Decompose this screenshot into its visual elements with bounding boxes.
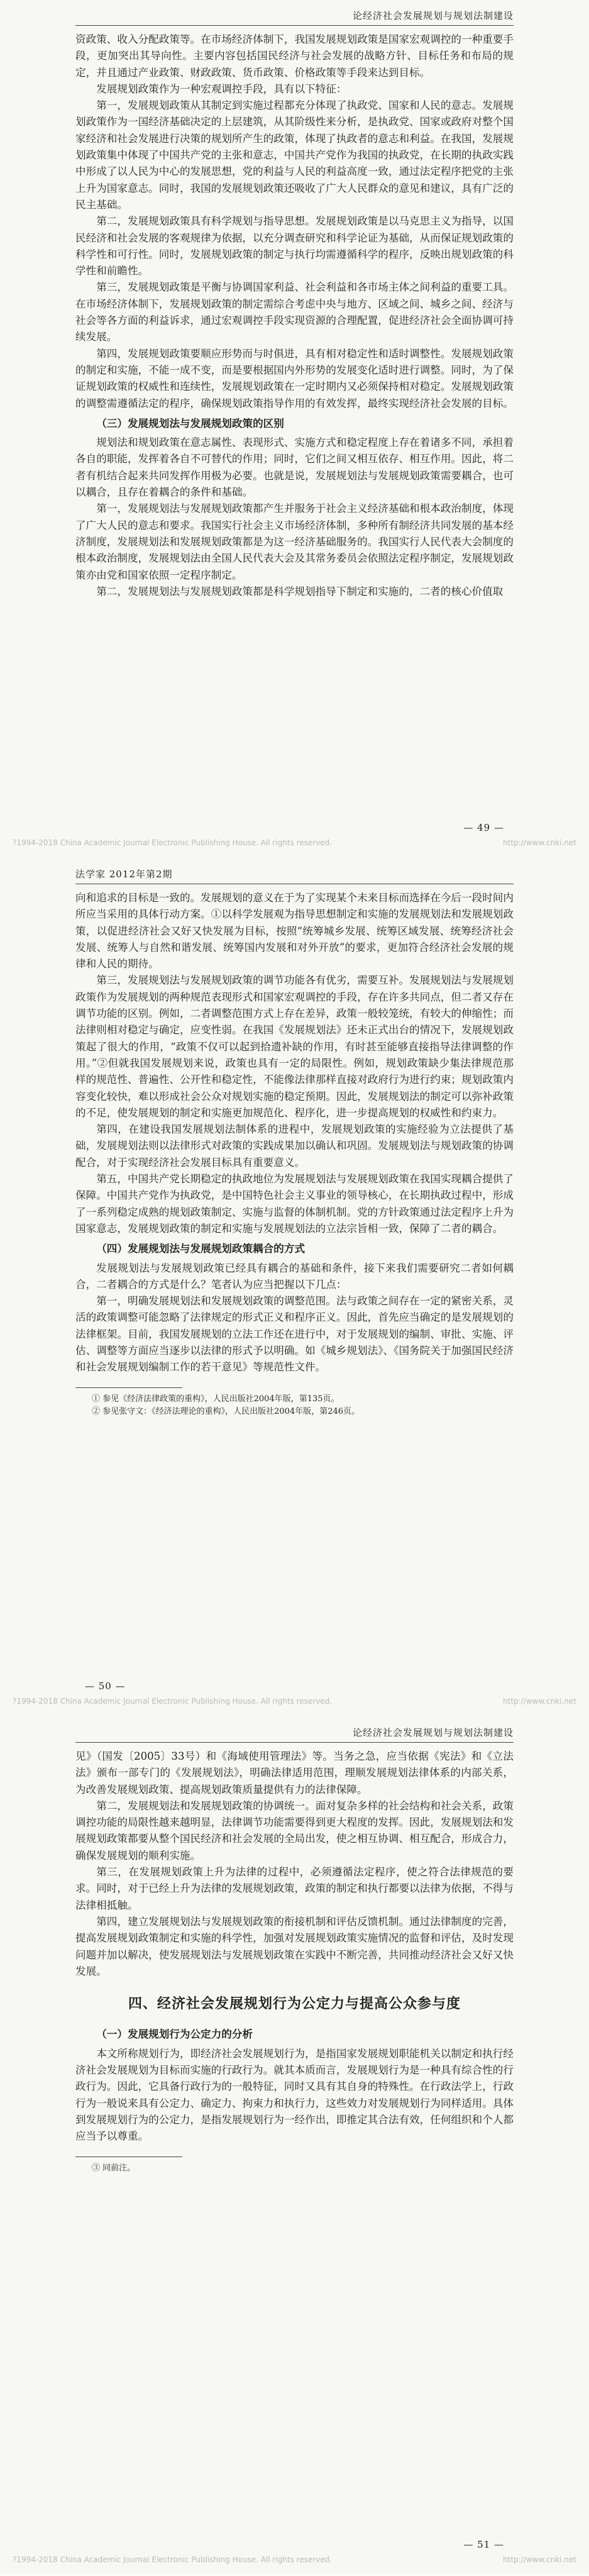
paragraph: 第二，发展规划政策具有科学规划与指导思想。发展规划政策是以马克思主义为指导，以国民经济和社会发展的客观规律为依据，以充分调查研究和科学论证为基础，从而保证规划政策的科学性和可行性。同时，发展规划政策的制定与执行均需遵循科学的程序，反映出规划政策的科学性和前瞻性。 — [75, 215, 514, 277]
page-body — [75, 31, 514, 600]
cnki-link[interactable]: http://www.cnki.net — [503, 2555, 576, 2564]
page-number: — 51 — — [463, 2539, 504, 2550]
paragraph: 第一，发展规划法与发展规划政策都产生并服务于社会主义经济基础和根本政治制度，体现了广大人民的意志和要求。我国实行社会主义市场经济体制，多种所有制经济共同发展的基本经济制度，发展规划法和发展规划政策都是为这一经济基础服务的。我国实行人民代表大会制度的根本政治制度，发展规划法由全国人民代表大会及其常务委员会依照法定程序制定，发展规划政策亦由党和国家依照一定程序制定。 — [75, 502, 514, 581]
journal-page-51 — [0, 1717, 589, 2575]
footnote-rule — [75, 1387, 182, 1388]
running-header: 论经济社会发展规划与规划法制建设 — [352, 1727, 514, 1738]
paragraph: 规划法和规划政策在意志属性、表现形式、实施方式和稳定程度上存在着诸多不同，承担着各自的职能，发挥着各自不可替代的作用；同时，它们之间又相互依存、相互作用。因此，将二者有机结合起来共同发挥作用极为必要。也就是说，发展规划法与发展规划政策需要耦合，也可以耦合，且存在着耦合的条件和基础。 — [75, 436, 514, 499]
paragraph: 第二，发展规划法与发展规划政策都是科学规划指导下制定和实施的，二者的核心价值取 — [96, 585, 504, 597]
paragraph: 发展规划政策作为一种宏观调控手段，具有以下特征： — [96, 82, 347, 95]
paragraph: 发展规划法与发展规划政策已经具有耦合的基础和条件，接下来我们需要研究二者如何耦合，二者耦合的方式是什么？笔者认为应当把握以下几点： — [75, 1262, 514, 1291]
subsection-heading: （三）发展规划法与发展规划政策的区别 — [96, 417, 284, 430]
footnote: ③ 同前注。 — [92, 2163, 136, 2173]
paragraph: 向和追求的目标是一致的。发展规划的意义在于为了实现某个未来目标而选择在今后一段时间内所应当采用的具体行动方案。①以科学发展观为指导思想制定和实施的发展规划法和发展规划政策，以促进经济社会又好又快发展为目标，按照“统筹城乡发展、统筹区域发展、统筹经济社会发展、统筹人与自然和谐发展、统筹国内发展和对外开放”的要求，更加符合经济社会发展的规律和人民的期待。 — [75, 892, 514, 970]
journal-page-50 — [0, 858, 589, 1717]
paragraph: 第四，发展规划政策要顺应形势而与时俱进，具有相对稳定性和适时调整性。发展规划政策的制定和实施，不能一成不变，而是要根据国内外形势的发展变化适时进行调整。同时，为了保证规划政策的权威性和连续性，发展规划政策在一定时期内又必须保持相对稳定。发展规划政策的调整需遵循法定的程序，确保规划政策指导作用的有效发挥，最终实现经济社会发展的目标。 — [75, 347, 514, 409]
footnote: ① 参见《经济法律政策的重构》，人民出版社2004年版，第135页。 — [92, 1394, 339, 1404]
page-number: — 50 — — [85, 1680, 126, 1692]
section-heading: 四、经济社会发展规划行为公定力与提高公众参与度 — [128, 1996, 461, 2012]
paragraph: 见》（国发〔2005〕33号）和《海域使用管理法》等。当务之急，应当依据《宪法》和《立法法》颁布一部专门的《发展规划法》，明确法律适用范围，理顺发展规划法律体系的内部关系，为改善发展规划政策、提高规划政策质量提供有力的法律保障。 — [75, 1750, 514, 1796]
running-header: 法学家 2012年第2期 — [75, 869, 173, 880]
cnki-link[interactable]: http://www.cnki.net — [503, 838, 576, 847]
paragraph: 资政策、收入分配政策等。在市场经济体制下，我国发展规划政策是国家宏观调控的一种重要手段，更加突出其导向性。主要内容包括国民经济与社会发展的战略方针、目标任务和布局的规定，并且通过产业政策、财政政策、货币政策、价格政策等手段来达到目标。 — [75, 33, 514, 79]
paragraph: 第一，明确发展规划法和发展规划政策的调整范围。法与政策之间存在一定的紧密关系，灵活的政策调整可能忽略了法律规定的形式正义和程序正义。因此，首先应当确定的是发展规划的法律框架。目前，我国发展规划的立法工作还在进行中，对于发展规划的编制、审批、实施、评估、调整等方面应当逐步以法律的形式予以明确。如《城乡规划法》、《国务院关于加强国民经济和社会发展规划编制工作的若干意见》等规范性文件。 — [75, 1295, 514, 1374]
copyright-footer: ?1994-2018 China Academic Journal Electronic Publishing House. All rights reserved. http://www.cnki.net — [13, 2555, 576, 2564]
paragraph: 第四，建立发展规划法与发展规划政策的衔接机制和评估反馈机制。通过法律制度的完善，提高发展规划政策制定和实施的科学性，加强对发展规划政策实施情况的监督和评估，及时发现问题并加以解决，使发展规划法与发展规划政策在实践中不断完善，共同推动经济社会又好又快发展。 — [75, 1915, 514, 1977]
paragraph: 第二，发展规划法和发展规划政策的协调统一。面对复杂多样的社会结构和社会关系，政策调控功能的局限性越来越明显，法律调节功能需要得到更大程度的发挥。因此，发展规划法和发展规划政策都要从整个国民经济和社会发展的全局出发，使之相互协调、相互配合，形成合力，确保发展规划的顺利实施。 — [75, 1799, 514, 1862]
journal-page-49 — [0, 0, 589, 858]
subsection-heading: （一）发展规划行为公定力的分析 — [96, 2028, 253, 2041]
running-header: 论经济社会发展规划与规划法制建设 — [352, 10, 514, 21]
page-body — [75, 890, 514, 1418]
paragraph: 第五，中国共产党长期稳定的执政地位为发展规划法与发展规划政策在我国实现耦合提供了保障。中国共产党作为执政党，是中国特色社会主义事业的领导核心，在长期执政过程中，形成了一系列稳定成熟的规划政策制定、实施与监督的体制机制。党的方针政策通过法定程序上升为国家意志，发展规划政策的制定和实施与发展规划法的立法宗旨相一致，保障了二者的耦合。 — [75, 1173, 514, 1235]
paragraph: 第三，发展规划法与发展规划政策的调节功能各有优劣，需要互补。发展规划法与发展规划政策作为发展规划的两种规范表现形式和国家宏观调控的手段，存在许多共同点，但二者又存在调节功能的区别。例如，二者调整范围方式上存在差异，政策一般较笼统，有较大的伸缩性；而法律则相对稳定与确定，应变性弱。在我国《发展规划法》还未正式出台的情况下，发展规划政策起了很大的作用，“政策不仅可以起到拾遗补缺的作用，有时甚至能够直接指导法律调整的作用。”②但就我国发展规划来说，政策也具有一定的局限性。例如，规划政策缺少集法律规范那样的规范性、普遍性、公开性和稳定性，不能像法律那样直接对政府行为进行约束；规划政策内容变化较快，难以形成社会公众对规划实施的稳定预期。因此，发展规划法的制定可以弥补政策的不足，使发展规划的制定和实施更加规范化、程序化，进一步提高规划的权威性和约束力。 — [75, 974, 514, 1119]
paragraph: 第三，在发展规划政策上升为法律的过程中，必须遵循法定程序，使之符合法律规范的要求。同时，对于已经上升为法律的发展规划政策，政策的制定和执行都要以法律为依据，不得与法律相抵触。 — [75, 1866, 514, 1911]
paragraph: 第四，在建设我国发展规划法制体系的进程中，发展规划政策的实施经验为立法提供了基础，发展规划法则以法律形式对政策的实践成果加以确认和巩固。发展规划法与规划政策的协调配合，对于实现经济社会发展目标具有重要意义。 — [75, 1123, 514, 1169]
paragraph: 第三，发展规划政策是平衡与协调国家利益、社会利益和各市场主体之间利益的重要工具。在市场经济体制下，发展规划政策的制定需综合考虑中央与地方、区域之间、城乡之间、经济与社会等各方面的利益诉求，通过宏观调控手段实现资源的合理配置，促进经济社会全面协调可持续发展。 — [75, 281, 514, 343]
footnote: ② 参见张守文：《经济法理论的重构》，人民出版社2004年版，第246页。 — [92, 1406, 360, 1416]
copyright-footer: ?1994-2018 China Academic Journal Electronic Publishing House. All rights reserved. http://www.cnki.net — [13, 838, 576, 847]
cnki-link[interactable]: http://www.cnki.net — [503, 1697, 576, 1706]
subsection-heading: （四）发展规划法与发展规划政策耦合的方式 — [96, 1243, 306, 1255]
header-rule — [75, 25, 514, 26]
copyright-footer: ?1994-2018 China Academic Journal Electronic Publishing House. All rights reserved. http://www.cnki.net — [13, 1697, 576, 1706]
paragraph: 本文所称规划行为，即经济社会发展规划行为，是指国家发展规划职能机关以制定和执行经济社会发展规划为目标而实施的行政行为。就其本质而言，发展规划行为是一种具有综合性的行政行为。因此，它具备行政行为的一般特征，同时又具有其自身的特殊性。在行政法学上，行政行为一般说来具有公定力、确定力、拘束力和执行力，这些效力对发展规划行为同样适用。具体到发展规划行为的公定力，是指发展规划行为一经作出，即推定其合法有效，任何组织和个人都应当予以尊重。 — [75, 2047, 514, 2143]
paragraph: 第一，发展规划政策从其制定到实施过程都充分体现了执政党、国家和人民的意志。发展规划政策作为一国经济基础决定的上层建筑，从其阶级性来分析，是执政党、国家或政府对整个国家经济和社会发展进行决策的规划所产生的政策，体现了执政者的意志和利益。在我国，发展规划政策集中体现了中国共产党的主张和意志，中国共产党作为我国的执政党，在长期的执政实践中形成了以人民为中心的发展思想，党的利益与人民的利益高度一致，通过法定程序把党的主张上升为国家意志。同时，我国的发展规划政策还吸收了广大人民群众的意见和建议，具有广泛的民主基础。 — [75, 99, 514, 211]
page-body — [75, 1748, 514, 2175]
header-rule — [75, 1742, 514, 1743]
page-number: — 49 — — [463, 822, 504, 833]
